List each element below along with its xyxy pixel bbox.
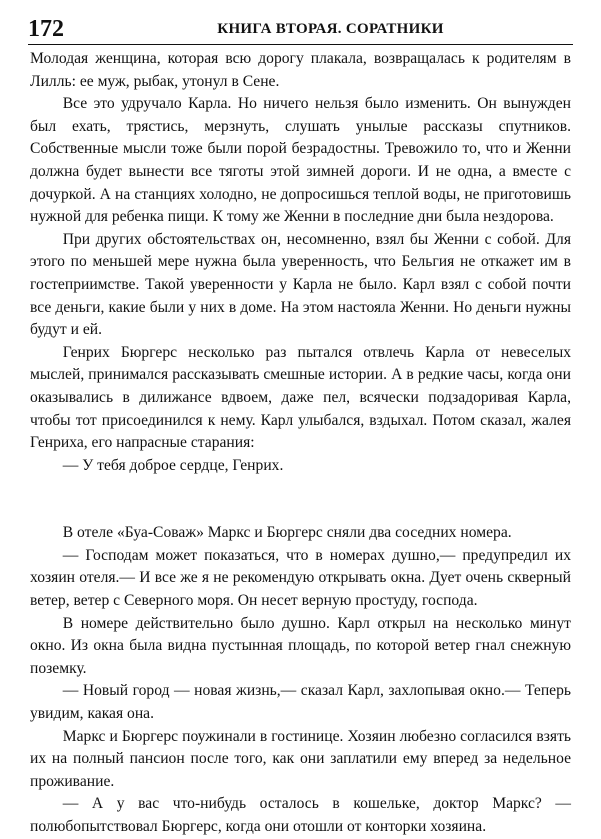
body-text	[30, 48, 571, 839]
running-title: КНИГА ВТОРАЯ. СОРАТНИКИ	[217, 21, 444, 37]
paragraph: Все это удручало Карла. Но ничего нельзя было изменить. Он вынужден был ехать, трястись, мерзнуть, слушать унылые рассказы спутников. Собственные мысли тоже были порой безрадостны. Тревожило то, что и Женни должна будет вынести все тяготы этой зимней дороги. И не одна, а вместе с дочуркой. А на станциях холодно, не допросишься теплой воды, не приготовишь нужной для ребенка пищи. К тому же Женни в последние дни была нездорова.	[30, 95, 571, 226]
paragraph: — А у вас что-нибудь осталось в кошельке, доктор Маркс? — полюбопытствовал Бюргерс, когда они отошли от конторки хозяина.	[30, 795, 571, 835]
paragraph: В отеле «Буа-Соваж» Маркс и Бюргерс сняли два соседних номера.	[62, 524, 512, 542]
page-header	[28, 14, 573, 44]
paragraph: — Новый город — новая жизнь,— сказал Карл, захлопывая окно.— Теперь увидим, какая она.	[30, 682, 571, 723]
paragraph: — У тебя доброе сердце, Генрих.	[62, 456, 284, 474]
section-break	[30, 477, 571, 522]
paragraph: — Господам может показаться, что в номерах душно,— предупредил их хозяин отеля.— И все же я не рекомендую открывать окна. Дует очень скверный ветер, ветер с Северного моря. Он несет верную простуду, господа.	[30, 546, 571, 610]
paragraph: В номере действительно было душно. Карл открыл на несколько минут окно. Из окна была видна пустынная площадь, по которой ветер гнал снежную поземку.	[30, 614, 571, 677]
paragraph: Маркс и Бюргерс поужинали в гостинице. Хозяин любезно согласился взять их на полный пансион после того, как они заплатили ему вперед за недельное проживание.	[30, 727, 571, 790]
header-rule	[28, 44, 573, 45]
page-number: 172	[28, 16, 64, 42]
paragraph: При других обстоятельствах он, несомненно, взял бы Женни с собой. Для этого по меньшей мере нужна была уверенность, что Бельгия не откажет им в гостеприимстве. Такой уверенности у Карла не было. Карл взял с собой почти все деньги, какие были у них в доме. На этом настояла Женни. Но деньги нужны будут и ей.	[30, 230, 571, 339]
paragraph: Молодая женщина, которая всю дорогу плакала, возвращалась к родителям в Лилль: ее муж, рыбак, утонул в Сене.	[30, 50, 571, 90]
paragraph: Генрих Бюргерс несколько раз пытался отвлечь Карла от невеселых мыслей, принимался рассказывать смешные истории. А в редкие часы, когда они оказывались в дилижансе вдвоем, даже пел, всячески подзадоривая Карла, чтобы тот присоединился к нему. Карл улыбался, вздыхал. Потом сказал, жалея Генриха, его напрасные старания:	[30, 343, 571, 452]
